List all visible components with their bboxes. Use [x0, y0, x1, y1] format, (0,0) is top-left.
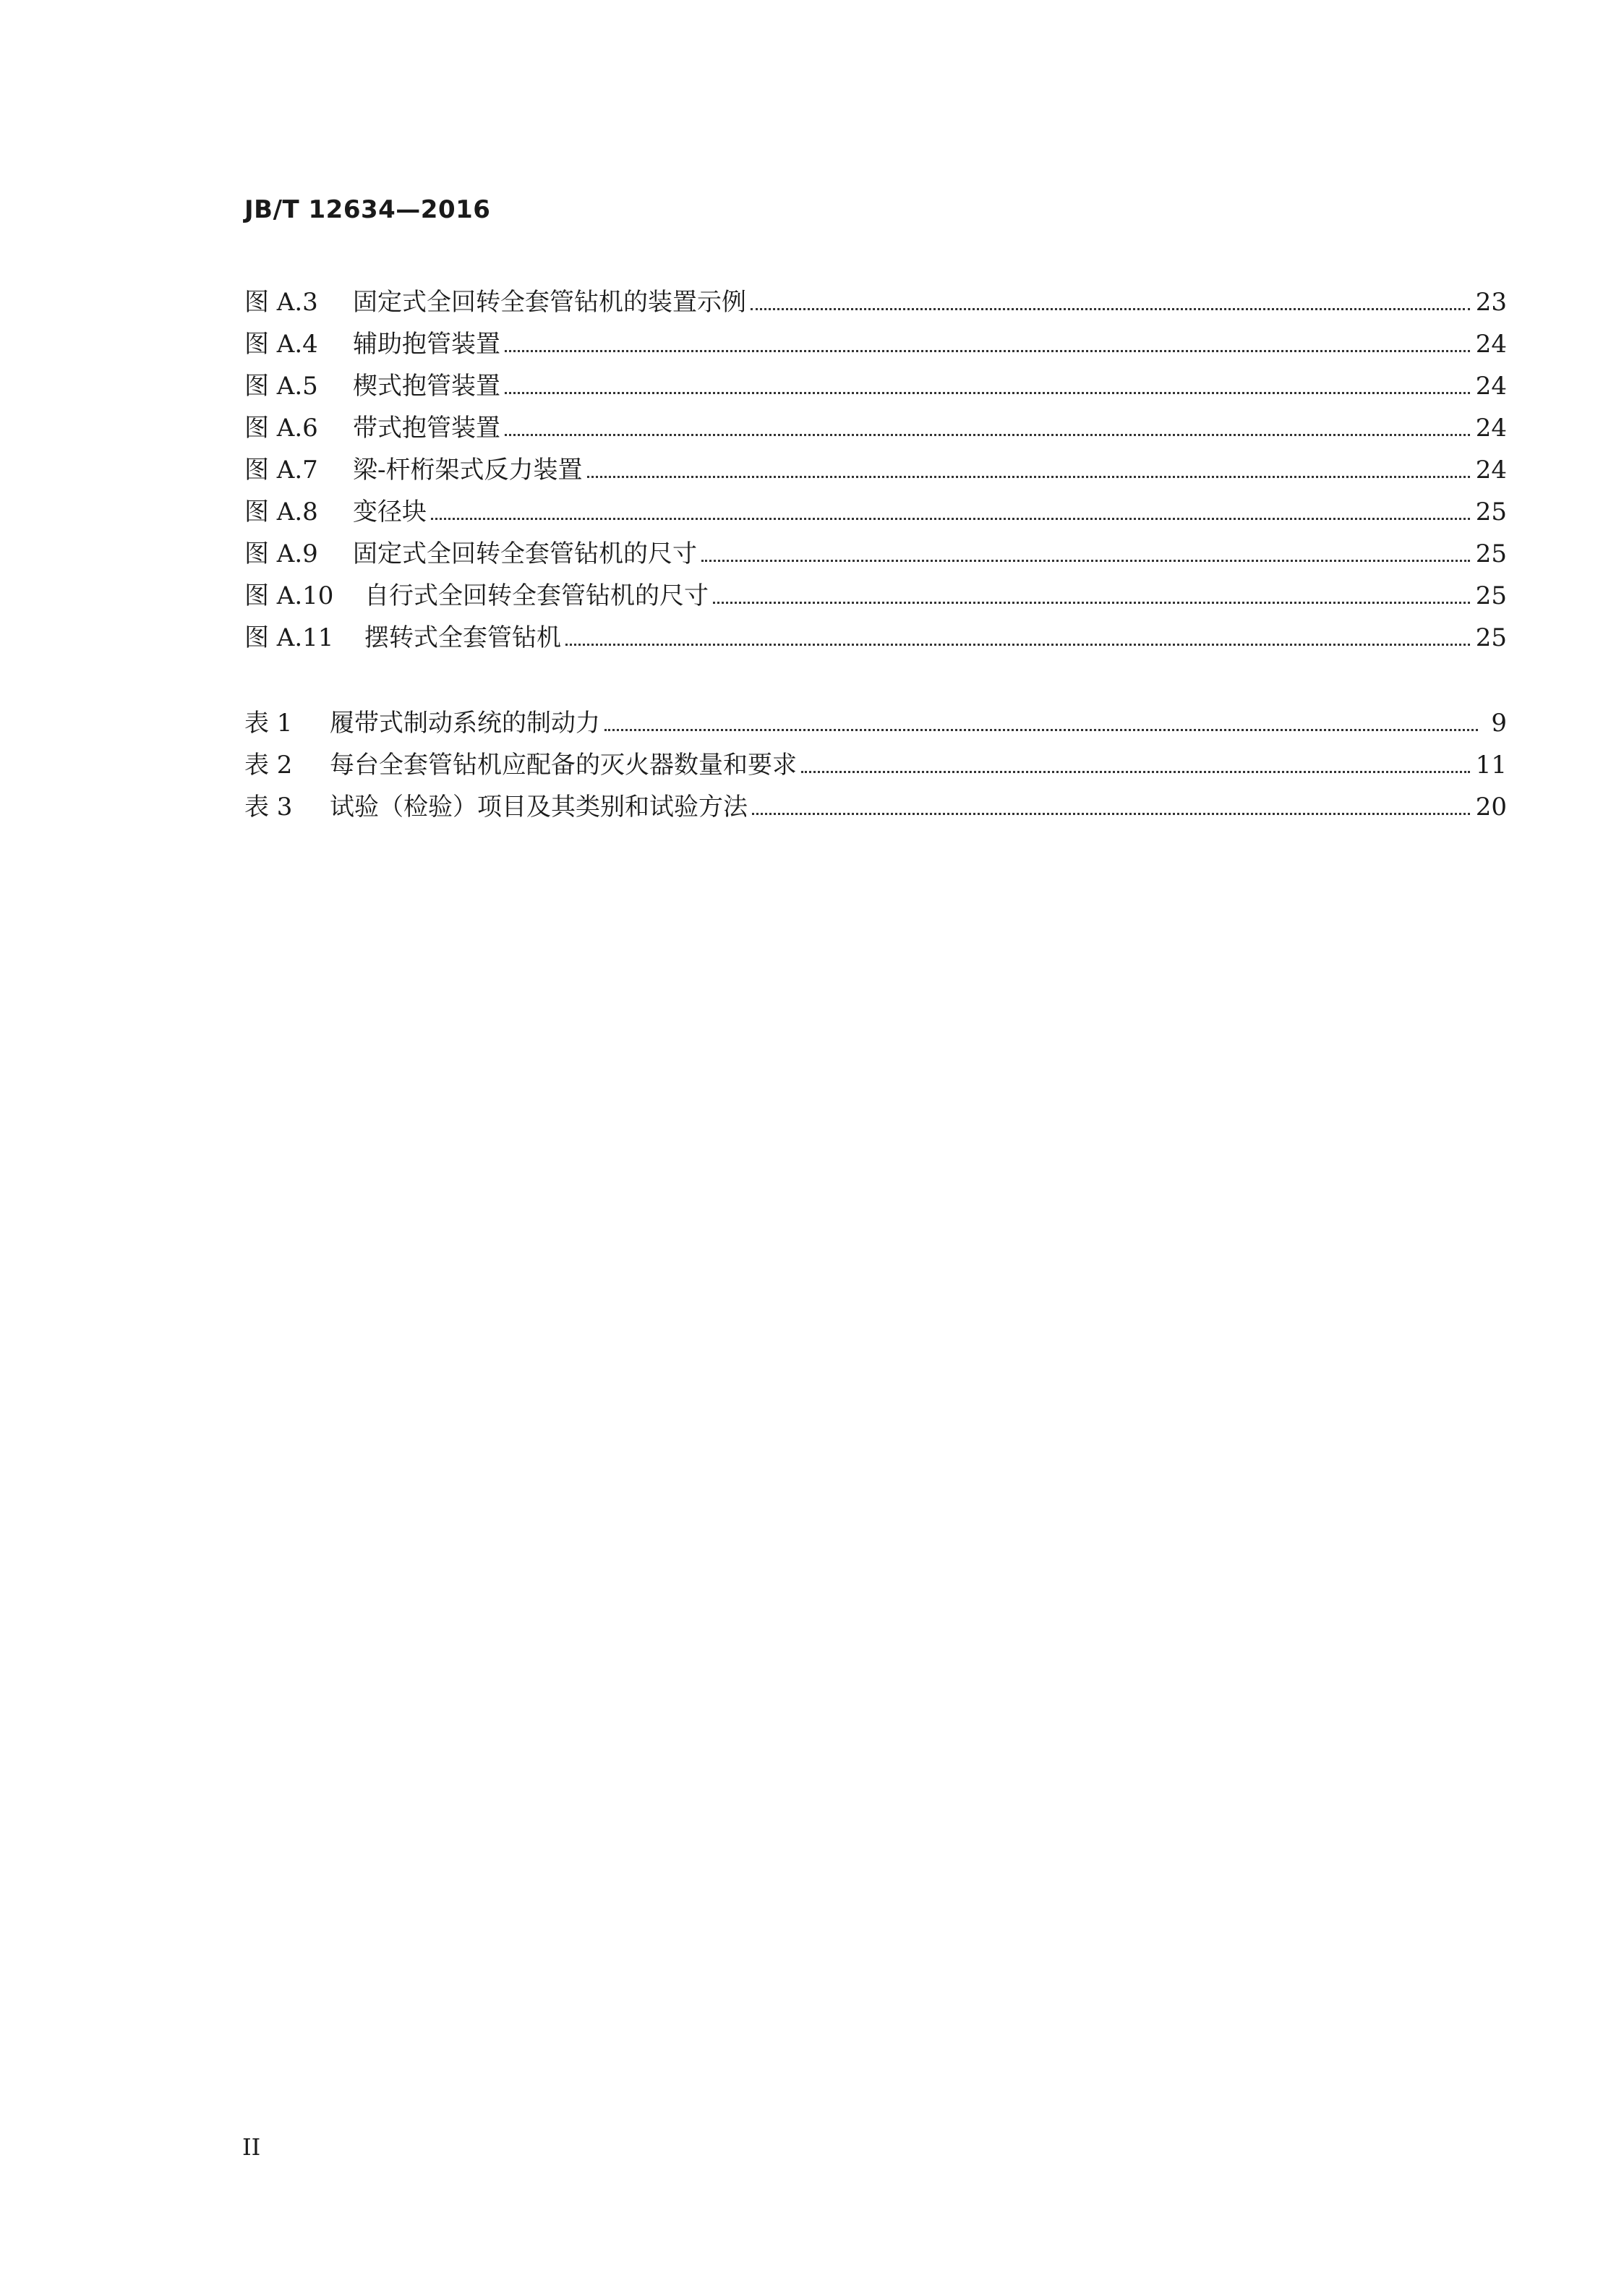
- toc-entry-page: 24: [1475, 330, 1507, 359]
- toc-entry-label: 图 A.5: [244, 372, 318, 401]
- toc-entry-title: 变径块: [353, 498, 427, 526]
- toc-entry-page: 9: [1491, 709, 1507, 738]
- dot-leader: [565, 644, 1470, 646]
- toc-entry-label: 图 A.9: [244, 539, 318, 568]
- toc-entry-label: 图 A.7: [244, 456, 318, 485]
- toc-entry-title: 试验（检验）项目及其类别和试验方法: [330, 793, 748, 822]
- dot-leader: [751, 308, 1470, 310]
- toc-entry-label: 图 A.11: [244, 623, 334, 652]
- toc-entry-page: 25: [1475, 623, 1507, 652]
- toc-entry-figure-a9[interactable]: [244, 526, 1507, 568]
- toc-entry-figure-a7[interactable]: [244, 443, 1507, 485]
- figure-list: [244, 275, 1507, 652]
- toc-entry-title: 摆转式全套管钻机: [364, 623, 561, 652]
- dot-leader: [587, 476, 1470, 478]
- dot-leader: [505, 392, 1470, 394]
- toc-entry-title: 固定式全回转全套管钻机的尺寸: [353, 539, 697, 568]
- toc-entry-label: 图 A.8: [244, 498, 318, 526]
- toc-entry-page: 20: [1475, 793, 1507, 822]
- toc-entry-title: 梁-杆桁架式反力装置: [353, 456, 583, 485]
- dot-leader: [801, 771, 1470, 773]
- toc-entry-figure-a3[interactable]: [244, 275, 1507, 317]
- toc-entry-label: 表 2: [244, 751, 293, 780]
- toc-entry-page: 23: [1475, 288, 1507, 317]
- toc-entry-page: 24: [1475, 372, 1507, 401]
- toc-entry-title: 每台全套管钻机应配备的灭火器数量和要求: [330, 751, 797, 780]
- toc-entry-label: 表 3: [244, 793, 293, 822]
- dot-leader: [752, 813, 1470, 815]
- toc-entry-label: 图 A.6: [244, 414, 318, 443]
- toc-entry-figure-a6[interactable]: [244, 401, 1507, 443]
- dot-leader: [431, 518, 1470, 520]
- toc-entry-title: 自行式全回转全套管钻机的尺寸: [364, 581, 709, 610]
- toc-entry-table-2[interactable]: [244, 738, 1507, 780]
- toc-entry-page: 25: [1475, 581, 1507, 610]
- dot-leader: [713, 602, 1470, 604]
- toc-entry-title: 辅助抱管装置: [353, 330, 500, 359]
- toc-entry-label: 图 A.10: [244, 581, 334, 610]
- dot-leader: [701, 560, 1470, 562]
- toc-entry-page: 25: [1475, 539, 1507, 568]
- toc-entry-table-3[interactable]: [244, 780, 1507, 822]
- toc-entry-page: 24: [1475, 456, 1507, 485]
- toc-entry-page: 11: [1475, 751, 1507, 780]
- toc-entry-figure-a10[interactable]: [244, 568, 1507, 610]
- toc-entry-title: 带式抱管装置: [353, 414, 500, 443]
- dot-leader: [505, 350, 1470, 352]
- toc-entry-label: 图 A.3: [244, 288, 318, 317]
- toc-entry-figure-a4[interactable]: [244, 317, 1507, 359]
- standard-code: JB/T 12634—2016: [244, 195, 491, 224]
- toc-entry-figure-a5[interactable]: [244, 359, 1507, 401]
- toc-entry-title: 固定式全回转全套管钻机的装置示例: [353, 288, 746, 317]
- dot-leader: [604, 729, 1478, 731]
- toc-entry-page: 25: [1475, 498, 1507, 526]
- toc-entry-table-1[interactable]: [244, 696, 1507, 738]
- dot-leader: [505, 434, 1470, 436]
- toc-entry-label: 图 A.4: [244, 330, 318, 359]
- page-number: II: [242, 2133, 261, 2161]
- toc-entry-title: 履带式制动系统的制动力: [330, 709, 600, 738]
- toc-entry-label: 表 1: [244, 709, 293, 738]
- toc-entry-page: 24: [1475, 414, 1507, 443]
- toc-entry-figure-a11[interactable]: [244, 610, 1507, 652]
- toc-entry-title: 楔式抱管装置: [353, 372, 500, 401]
- table-list: [244, 696, 1507, 822]
- toc-entry-figure-a8[interactable]: [244, 485, 1507, 526]
